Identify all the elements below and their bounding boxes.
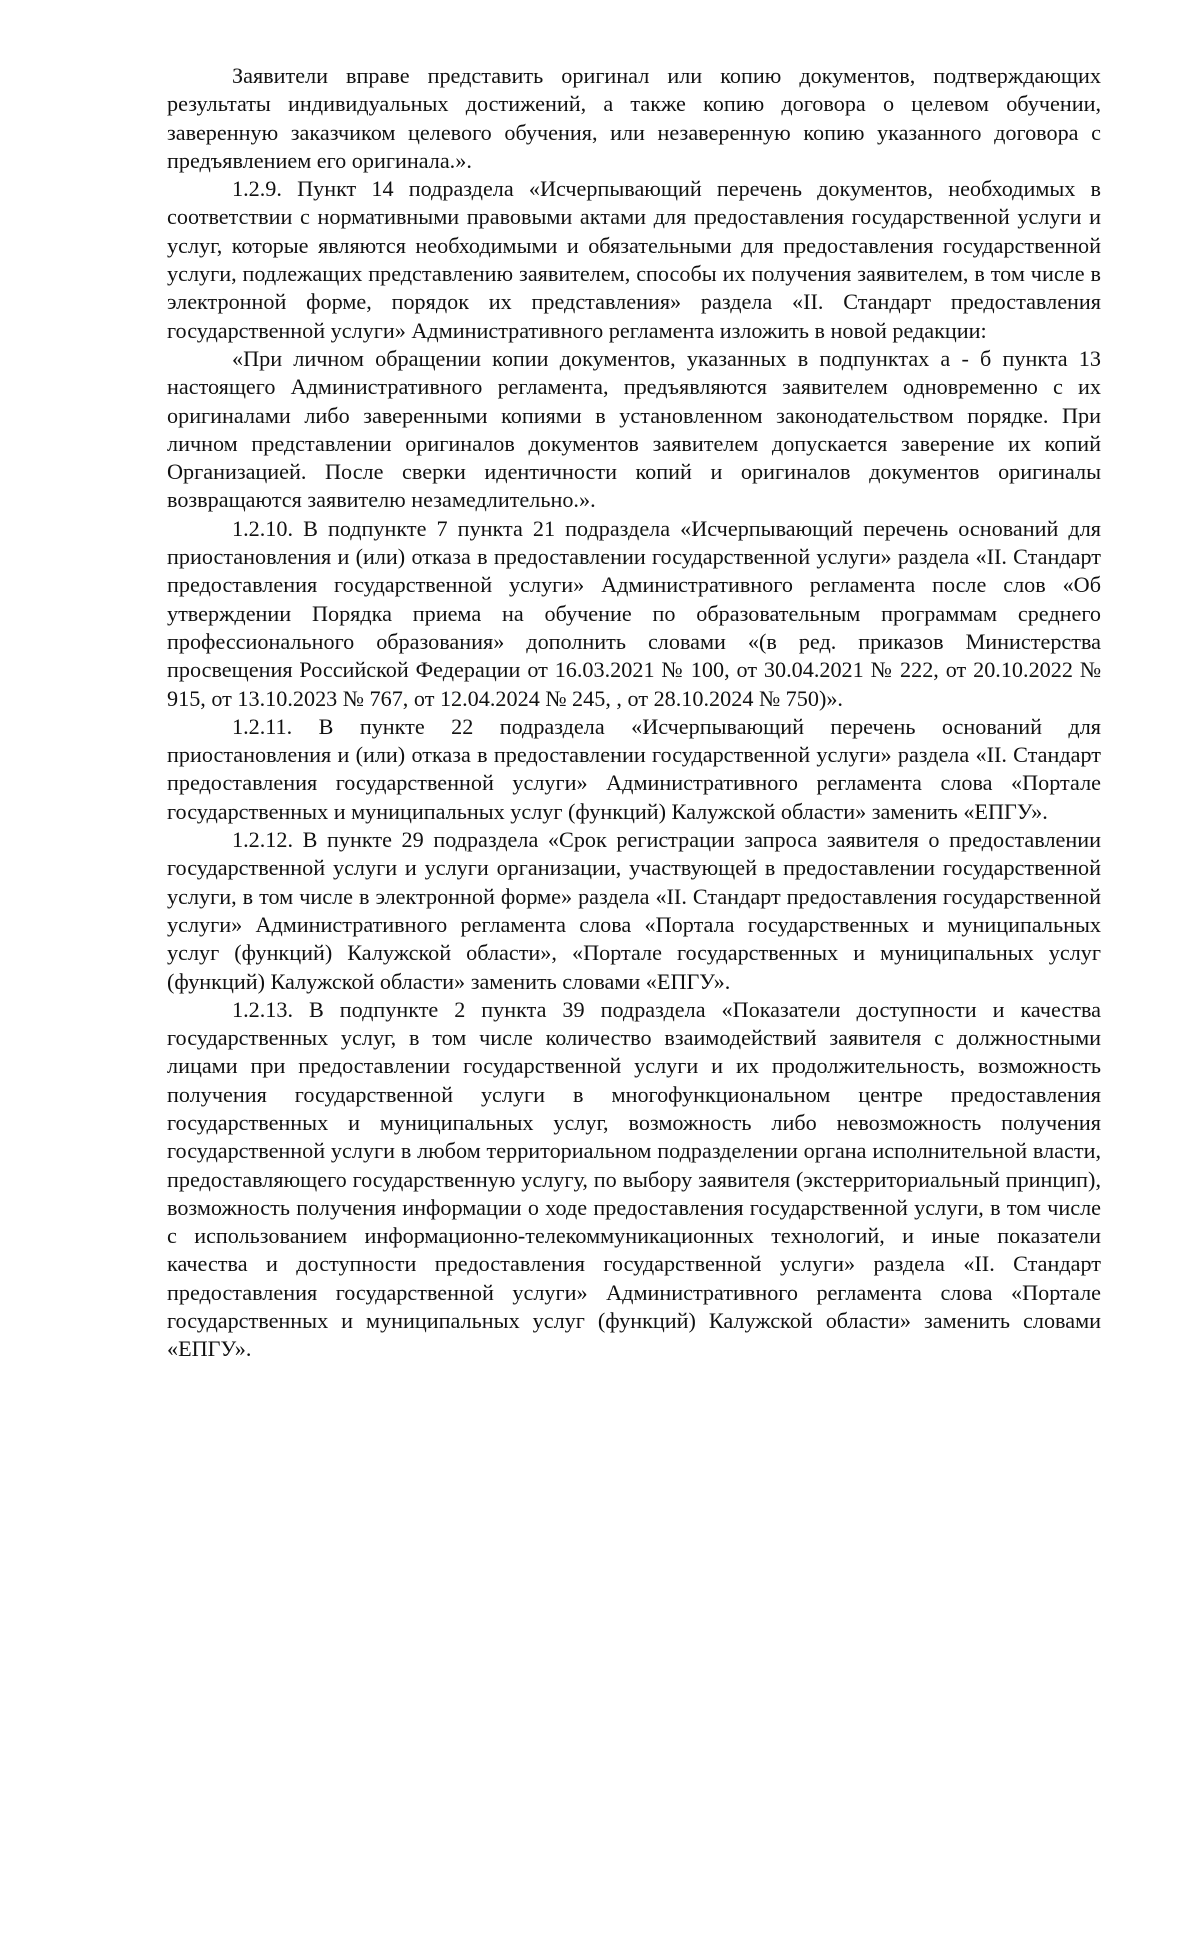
paragraph-applicants-documents: Заявители вправе представить оригинал или копию документов, подтверждающих результаты индивидуальных достижений, а также копию договора о целевом обучении, заверенную заказчиком целевого обучения, или незаверенную копию указанного договора с предъявлением его оригинала.». [167,63,1101,173]
paragraph-1-2-11: 1.2.11. В пункте 22 подраздела «Исчерпывающий перечень оснований для приостановления и (или) отказа в предоставлении государственной услуги» раздела «II. Стандарт предоставления государственной услуги» Административного регламента слова «Портале государственных и муниципальных услуг (функций) Калужской области» заменить «ЕПГУ». [167,713,1101,824]
paragraph-1-2-13: 1.2.13. В подпункте 2 пункта 39 подраздела «Показатели доступности и качества государственных услуг, в том числе количество взаимодействий заявителя с должностными лицами при предоставлении государственной услуги и их продолжительность, возможность получения государственной услуги в многофункциональном центре предоставления государственных и муниципальных услуг, возможность либо невозможность получения государственной услуги в любом территориальном подразделении органа исполнительной власти, предоставляющего государственную услугу, по выбору заявителя (экстерриториальный принцип), возможность получения информации о ходе предоставления государственной услуги, в том числе с использованием информационно-телекоммуникационных технологий, и иные показатели качества и доступности предоставления государственной услуги» раздела «II. Стандарт предоставления государственной услуги» Административного регламента слова «Портале государственных и муниципальных услуг (функций) Калужской области» заменить словами «ЕПГУ». [167,996,1101,1362]
paragraph-1-2-9: 1.2.9. Пункт 14 подраздела «Исчерпывающий перечень документов, необходимых в соответствии с нормативными правовыми актами для предоставления государственной услуги и услуг, которые являются необходимыми и обязательными для предоставления государственной услуги, подлежащих представлению заявителем, способы их получения заявителем, в том числе в электронной форме, порядок их представления» раздела «II. Стандарт предоставления государственной услуги» Административного регламента изложить в новой редакции: [167,176,1101,343]
paragraph-1-2-12: 1.2.12. В пункте 29 подраздела «Срок регистрации запроса заявителя о предоставлении государственной услуги и услуги организации, участвующей в предоставлении государственной услуги, в том числе в электронной форме» раздела «II. Стандарт предоставления государственной услуги» Административного регламента слова «Портала государственных и муниципальных услуг (функций) Калужской области», «Портале государственных и муниципальных услуг (функций) Калужской области» заменить словами «ЕПГУ». [167,827,1101,994]
paragraph-1-2-10: 1.2.10. В подпункте 7 пункта 21 подраздела «Исчерпывающий перечень оснований для приостановления и (или) отказа в предоставлении государственной услуги» раздела «II. Стандарт предоставления государственной услуги» Административного регламента после слов «Об утверждении Порядка приема на обучение по образовательным программам среднего профессионального образования» дополнить словами «(в ред. приказов Министерства просвещения Российской Федерации от 16.03.2021 № 100, от 30.04.2021 № 222, от 20.10.2022 № 915, от 13.10.2023 № 767, от 12.04.2024 № 245, , от 28.10.2024 № 750)». [167,515,1101,711]
paragraph-new-edition-quote: «При личном обращении копии документов, указанных в подпунктах а - б пункта 13 настоящего Административного регламента, предъявляются заявителем одновременно с их оригиналами либо заверенными копиями в установленном законодательством порядке. При личном представлении оригиналов документов заявителем допускается заверение их копий Организацией. После сверки идентичности копий и оригиналов документов оригиналы возвращаются заявителю незамедлительно.». [167,345,1101,513]
document-body [167,62,1101,1364]
